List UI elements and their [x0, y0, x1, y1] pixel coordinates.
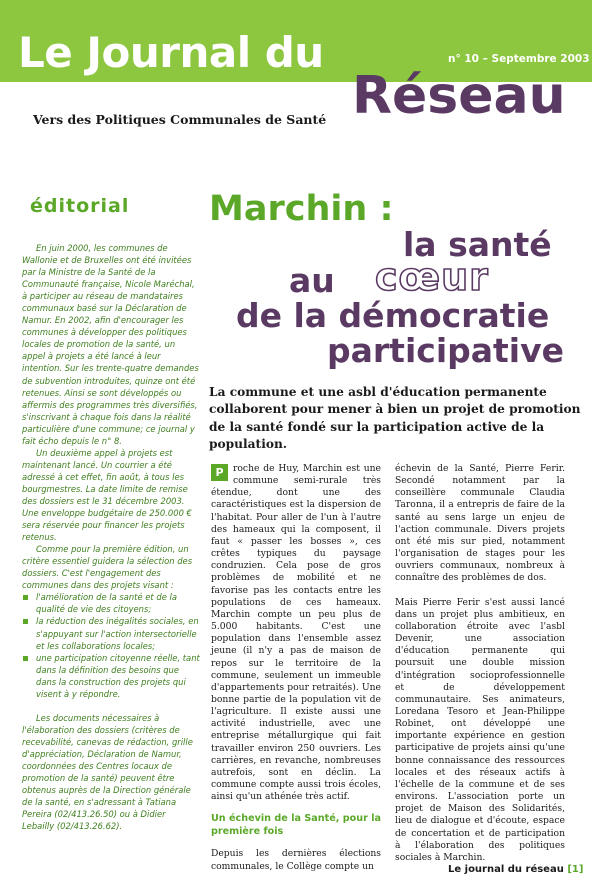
- headline-line-4: de la démocratie: [236, 296, 550, 335]
- footer-label: Le journal du réseau: [448, 864, 564, 875]
- headline-coeur-outline: cœur: [375, 255, 489, 299]
- editorial-paragraph: En juin 2000, les communes de Wallonie et de Bruxelles ont été invitées par la Ministre de la Santé de la Communauté française, Nicole Maréchal, à participer au réseau de mandataires communaux basé sur la Déclaration de Namur. En 2002, afin d'encourager les communes à développer des politiques locales de promotion de la santé, un appel à projets a été lancé à leur intention. Sur les trente-quatre demandes de subvention introduites, quinze ont été retenues. Ainsi se sont développés ou affermis des programmes très diversifiés, s'inscrivant à chaque fois dans la réalité particulière d'une commune; ce journal y fait écho depuis le n° 8.: [22, 243, 199, 446]
- article-paragraph: Mais Pierre Ferir s'est aussi lancé dans un projet plus ambitieux, en collaboration étroite avec l'asbl Devenir, une association d'éducation permanente qui poursuit une double mission d'intégration socioprofessionnelle et de développement communautaire. Ses animateurs, Loredana Tesoro et Jean-Philippe Robinet, ont développé une importante expérience en gestion participative de projets ainsi qu'une bonne connaissance des ressources locales et des réseaux actifs à l'échelle de la commune et de ses environs. L'association porte un projet de Maison des Solidarités, lieu de dialogue et d'écoute, espace de concertation et de participation à l'élaboration des politiques sociales à Marchin.: [395, 596, 565, 863]
- article-column-1: [211, 463, 381, 873]
- article-lead: La commune et une asbl d'éducation permanente collaborent pour mener à bien un projet de promotion de la santé fondé sur la participation active de la population.: [209, 385, 581, 451]
- headline-line-2: la santé: [403, 225, 552, 264]
- journal-title-reseau: Réseau: [352, 66, 566, 126]
- list-item: une participation citoyenne réelle, tant dans la définition des besoins que dans la construction des projets qui visent à y répondre.: [22, 652, 200, 700]
- editorial-paragraph: Un deuxième appel à projets est maintenant lancé. Un courrier a été adressé à cet effet, fin août, à tous les bourgmestres. La date limite de remise des dossiers est le 31 décembre 2003. Une enveloppe budgétaire de 250.000 € sera réservée pour financer les projets retenus.: [22, 447, 192, 543]
- journal-title: Le Journal du: [18, 28, 324, 77]
- article-column-2: [395, 463, 565, 864]
- article-paragraph: roche de Huy, Marchin est une commune semi-rurale très étendue, dont une des caractéristiques est la dispersion de l'habitat. Pour aller de l'un à l'autre des hameaux qui la composent, il faut « passer les bosses », ces crêtes typiques du paysage condruzien. Cela pose de gros problèmes de mobilité et ne favorise pas les contacts entre les populations de ces hameaux. Marchin compte un peu plus de 5.000 habitants. C'est une population dans l'ensemble assez jeune (il n'y a pas de maison de repos sur le territoire de la commune, seulement un immeuble d'appartements pour retraités). Une bonne partie de la population vit de l'agriculture. Il existe aussi une activité industrielle, avec une entreprise métallurgique qui fait travailler environ 250 ouvriers. Les carrières, en revanche, nombreuses autrefois, sont en déclin. La commune compte aussi trois écoles, ainsi qu'un athénée très actif.: [211, 463, 381, 803]
- page-footer: [448, 864, 583, 875]
- editorial-paragraph: Les documents nécessaires à l'élaboration des dossiers (critères de recevabilité, canevas de rédaction, grille d'appréciation, Déclaration de Namur, coordonnées des Centres locaux de promotion de la santé) peuvent être obtenus auprès de la Direction générale de la santé, en s'adressant à Tatiana Pereira (02/413.26.50) ou à Didier Lebailly (02/413.26.62).: [22, 712, 193, 832]
- journal-subtitle: Vers des Politiques Communales de Santé: [33, 112, 327, 127]
- headline-line-5: participative: [327, 331, 564, 370]
- editorial-text: [22, 242, 200, 832]
- editorial-heading: éditorial: [30, 195, 130, 217]
- headline-line-1: Marchin :: [209, 189, 394, 229]
- page-number: [1]: [567, 864, 584, 875]
- editorial-paragraph: Comme pour la première édition, un critère essentiel guidera la sélection des dossiers. C'est l'engagement des communes dans des projets visant :: [22, 544, 193, 591]
- list-item: l'amélioration de la santé et de la qualité de vie des citoyens;: [22, 591, 200, 615]
- article-paragraph: Depuis les dernières élections communales, le Collège compte un: [211, 848, 381, 872]
- drop-cap: P: [211, 464, 228, 481]
- editorial-criteria-list: [22, 591, 200, 699]
- list-item: la réduction des inégalités sociales, en s'appuyant sur l'action intersectorielle et les collaborations locales;: [22, 615, 200, 651]
- issue-number: n° 10 – Septembre 2003: [448, 53, 590, 65]
- article-subheading: Un échevin de la Santé, pour la première fois: [211, 813, 381, 837]
- headline-line-3a: au: [289, 261, 335, 300]
- article-paragraph: échevin de la Santé, Pierre Ferir. Secondé notamment par la conseillère communale Claudia Taronna, il a entrepris de faire de la santé au sens large un enjeu de l'action communale. Divers projets ont été mis sur pied, notamment l'organisation de stages pour les ouvriers communaux, nombreux à connaître des problèmes de dos.: [395, 463, 565, 584]
